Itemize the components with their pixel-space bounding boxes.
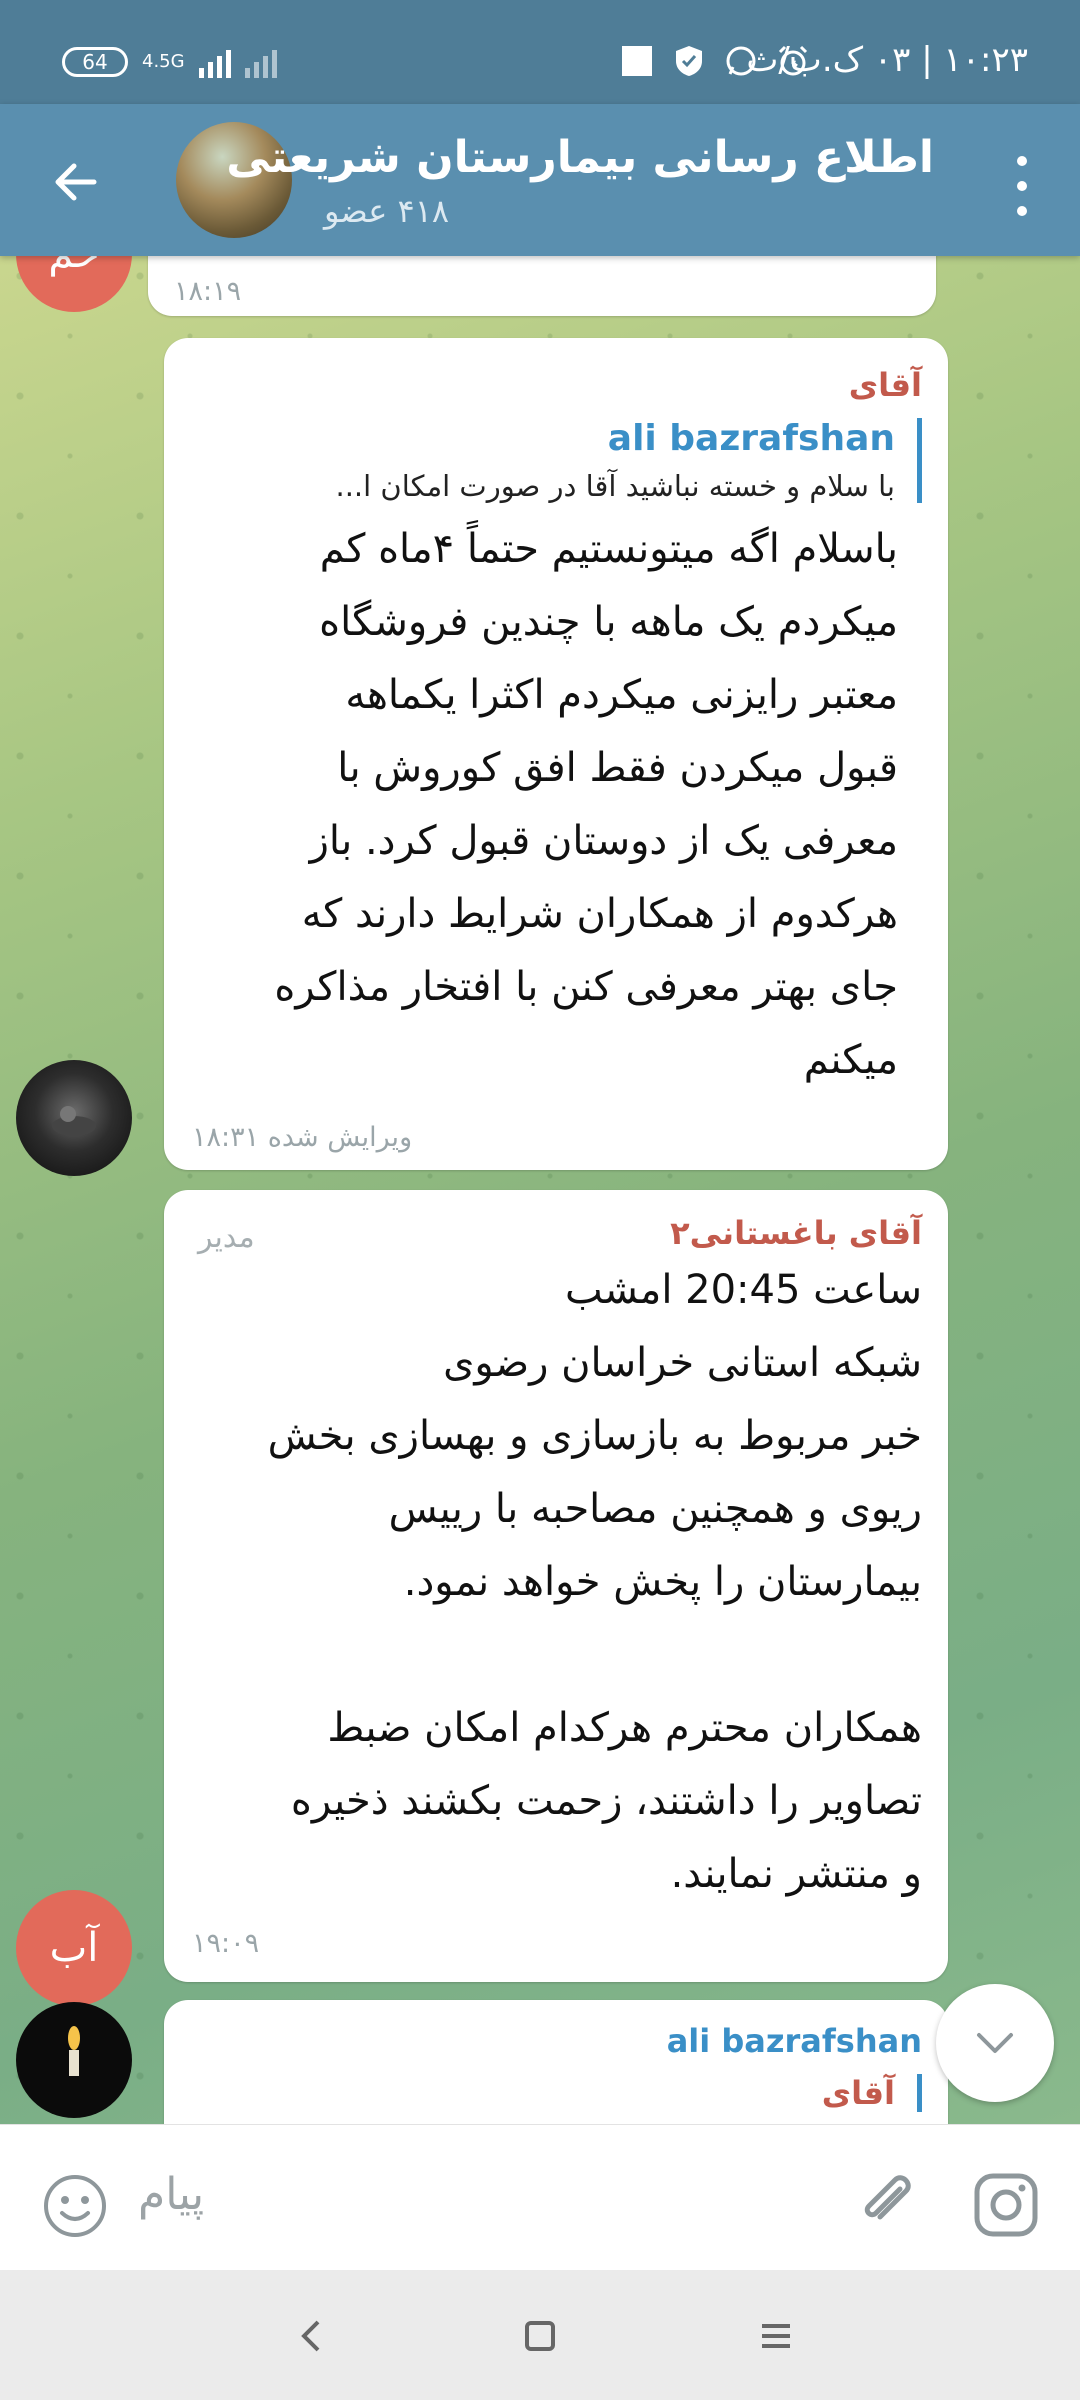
camera-icon <box>972 2171 1040 2239</box>
more-menu-button[interactable] <box>1012 156 1032 216</box>
nav-back-button[interactable] <box>290 2314 334 2358</box>
avatar[interactable]: آب <box>16 1890 132 2006</box>
hamburger-icon <box>754 2314 798 2358</box>
reply-quote[interactable] <box>204 2074 922 2112</box>
emoji-button[interactable] <box>42 2173 108 2239</box>
avatar[interactable] <box>16 1060 132 1176</box>
back-button[interactable] <box>48 154 104 210</box>
nav-home-button[interactable] <box>518 2314 562 2358</box>
message-input[interactable]: پیام <box>138 2169 205 2220</box>
sleeping-figure-icon <box>44 1088 104 1148</box>
channel-title[interactable]: اطلاع رسانی بیمارستان شریعتی <box>226 132 934 183</box>
status-bar <box>0 0 1080 104</box>
instagram-button[interactable] <box>972 2171 1040 2239</box>
smiley-icon <box>42 2173 108 2239</box>
network-type: 4.5G <box>142 51 185 72</box>
message-text: ساعت 20:45 امشب شبکه استانی خراسان رضوی خبر مربوط به بازسازی و بهسازی بخش ریوی و همچنین مصاحبه با رییس بیمارستان را پخش خواهد نمود. همکاران محترم هرکدام امکان ضبط تصاویر را داشتند، زحمت بکشند ذخیره و منتشر نمایند. <box>267 1267 922 1897</box>
message-meta: ویرایش شده ۱۸:۳۱ <box>192 1122 413 1153</box>
shield-icon <box>672 44 706 78</box>
message-time: ۱۹:۰۹ <box>192 1928 260 1959</box>
member-count: ۴۱۸ عضو <box>324 192 450 230</box>
message-bubble[interactable] <box>164 1190 948 1982</box>
avatar[interactable] <box>16 2002 132 2118</box>
admin-badge: مدیر <box>198 1220 255 1255</box>
candle-icon <box>34 2020 114 2100</box>
chevron-down-icon <box>969 2017 1021 2069</box>
chevron-left-icon <box>290 2314 334 2358</box>
square-icon <box>620 44 654 78</box>
reply-preview: با سلام و خسته نباشید آقا در صورت امکان ا... <box>335 469 895 503</box>
system-nav-bar <box>0 2270 1080 2400</box>
sender-name[interactable]: ali bazrafshan <box>666 2022 922 2060</box>
message-text: باسلام اگه میتونستیم حتماً ۴ماه کم میکردم یک ماهه با چندین فروشگاه معتبر رایزنی میکردم اکثرا یکماهه قبول میکردن فقط افق کوروش با معرفی یک از دوستان قبول کرد. باز هرکدوم از همکاران شرایط دارند که جای بهتر معرفی کنن با افتخار مذاکره میکنم <box>274 526 898 1083</box>
scroll-to-bottom-button[interactable] <box>936 1984 1054 2102</box>
message-time: ۱۸:۱۹ <box>174 276 242 307</box>
signal-2-icon <box>245 46 277 78</box>
reply-sender: آقای <box>821 2074 895 2112</box>
dot-icon <box>1017 156 1027 166</box>
status-time: ۱۰:۲۳ | ۰۳ ک.ب/ث <box>746 40 1028 80</box>
message-list[interactable] <box>0 256 1080 2124</box>
status-left-group <box>62 46 277 78</box>
nav-menu-button[interactable] <box>754 2314 798 2358</box>
reply-quote[interactable] <box>204 418 922 503</box>
sender-name[interactable]: آقای <box>848 366 922 404</box>
message-input-bar <box>0 2124 1080 2270</box>
chat-header[interactable] <box>0 104 1080 256</box>
paperclip-icon <box>850 2167 922 2239</box>
dot-icon <box>1017 206 1027 216</box>
battery-icon: 64 <box>62 47 128 77</box>
attach-button[interactable] <box>850 2167 922 2239</box>
arrow-left-icon <box>48 154 104 210</box>
sender-name[interactable]: آقای باغستانی۲ <box>670 1214 922 1252</box>
message-bubble[interactable] <box>164 338 948 1170</box>
dot-icon <box>1017 181 1027 191</box>
reply-sender: ali bazrafshan <box>607 418 895 459</box>
square-home-icon <box>518 2314 562 2358</box>
signal-icon <box>199 46 231 78</box>
